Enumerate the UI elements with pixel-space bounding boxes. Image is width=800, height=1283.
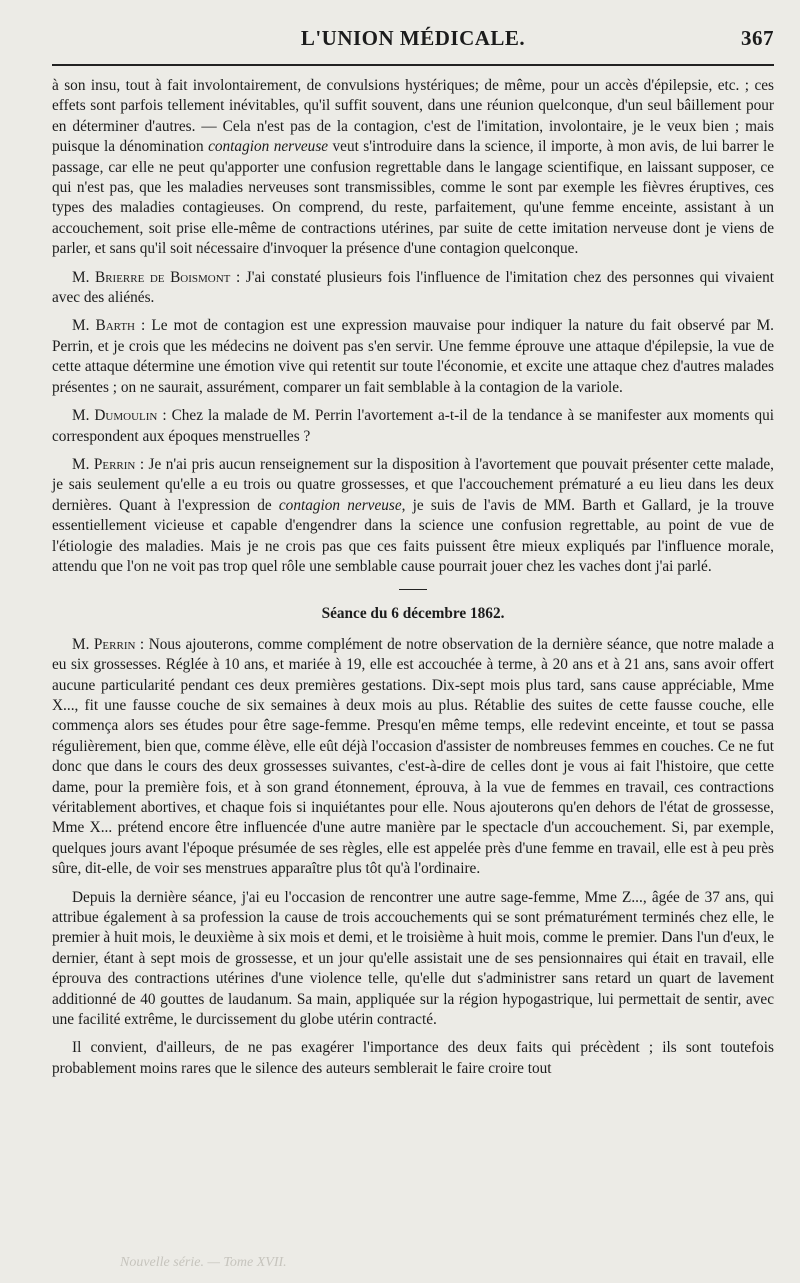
paragraph: M. Perrin : Je n'ai pris aucun renseignement sur la disposition à l'avortement que pouvait présenter cette malade, je sais seulement qu'elle a eu trois ou quatre grossesses, et que l'accouchement prématuré a eu lieu dans les deux dernières. Quant à l'expression de contagion nerveuse, je suis de l'avis de MM. Barth et Gallard, je la trouve essentiellement vicieuse et capable d'engendrer dans la science une confusion regrettable, au point de vue de l'étiologie des maladies. Mais je ne crois pas que ces faits puissent être mieux expliqués par l'influence morale, attendu que l'on ne voit pas trop quel rôle une semblable cause pourrait jouer chez les vaches dont j'ai parlé. — [52, 455, 775, 575]
paragraph: Depuis la dernière séance, j'ai eu l'occasion de rencontrer une autre sage-femme, Mme Z..., âgée de 37 ans, qui attribue également à sa profession la cause de trois accouchements qui se sont prématurément terminés chez elle, le premier à huit mois, le deuxième à six mois et demi, et le troisième à huit mois, comme le premier. Dans l'un d'eux, le dernier, étant à sept mois de grossesse, et un jour qu'elle assistait une de ses pensionnaires qui était en travail, elle éprouva des contractions utérines d'une violence telle, qu'elle dut s'administrer sans retard un quart de lavement additionné de 40 gouttes de laudanum. Sa main, appliquée sur la région hypogastrique, lui permettait de sentir, avec une facilité extrême, le durcissement du globe utérin contracté. — [52, 888, 774, 1029]
body-text — [52, 76, 774, 1079]
paragraph: Il convient, d'ailleurs, de ne pas exagérer l'importance des deux faits qui précèdent ; ils sont toutefois probablement moins rares que le silence des auteurs semblerait le faire croire tout — [52, 1039, 774, 1077]
journal-title: L'UNION MÉDICALE. — [300, 26, 526, 50]
paragraph: M. Dumoulin : Chez la malade de M. Perrin l'avortement a-t-il de la tendance à se manifester aux moments qui correspondent aux époques menstruelles ? — [52, 407, 775, 445]
speaker-name: M. Barth : — [72, 317, 146, 335]
running-header — [52, 26, 774, 52]
speaker-name: M. Dumoulin : — [72, 407, 167, 425]
speaker-name: M. Brierre de Boismont : — [72, 268, 241, 286]
paragraph: à son insu, tout à fait involontairement, de convulsions hystériques; de même, pour un accès d'épilepsie, etc. ; ces effets sont parfois tellement inévitables, qu'il suffit souvent, dans une réunion quelconque, d'un seul bâillement pour en déterminer d'autres. — Cela n'est pas de la contagion, c'est de l'imitation, involontaire, je le veux bien ; mais puisque la dénomination contagion nerveuse veut s'introduire dans la science, il importe, à mon avis, de lui barrer le passage, car elle ne peut qu'apporter une confusion regrettable dans le langage scientifique, en laissant supposer, ce qui n'est pas, que les maladies nerveuses sont transmissibles, comme le sont par exemple les fièvres éruptives, ces types des maladies contagieuses. On comprend, du reste, parfaitement, qu'une femme enceinte, assistant à un accouchement, soit prise elle-même de contractions utérines, par suite de cette imitation nerveuse dont je viens de parler, et sans qu'il soit nécessaire d'invoquer la présence d'une contagion quelconque. — [52, 77, 774, 258]
session-heading: Séance du 6 décembre 1862. — [321, 605, 505, 623]
paragraph: M. Brierre de Boismont : J'ai constaté plusieurs fois l'influence de l'imitation chez des personnes qui vivaient avec des aliénés. — [52, 268, 774, 307]
italic-term: contagion nerveuse — [278, 496, 402, 514]
paragraph: M. Barth : Le mot de contagion est une expression mauvaise pour indiquer la nature du fait observé par M. Perrin, et je crois que les médecins ne doivent pas s'en servir. Une femme éprouve une attaque d'épilepsie, la vue de cette attaque détermine une émotion vive qui retentit sur toute l'économie, et excite une attaque chez d'autres malades présentes ; on ne saurait, assurément, comparer un fait semblable à la contagion de la variole. — [52, 317, 774, 396]
speaker-name: M. Perrin : — [72, 455, 145, 473]
speaker-name: M. Perrin : — [72, 635, 145, 653]
page-number: 367 — [741, 26, 774, 50]
header-rule — [52, 64, 774, 66]
section-separator — [399, 589, 427, 590]
paragraph: M. Perrin : Nous ajouterons, comme complément de notre observation de la dernière séance, que notre malade a eu six grossesses. Réglée à 10 ans, et mariée à 19, elle est accouchée à terme, à 20 ans et à 21 ans, sans avoir offert aucune particularité pendant ces deux premières gestations. Dix-sept mois plus tard, sans cause appréciable, Mme X..., fit une fausse couche de six semaines à deux mois au plus. Rétablie des suites de cette fausse couche, elle commença alors ses études pour être sage-femme. Presqu'en même temps, elle redevint enceinte, et tout se passa régulièrement, bien que, comme élève, elle eût déjà l'occasion d'assister de nombreuses femmes en couches. Ce ne fut donc que dans le cours des deux grossesses suivantes, c'est-à-dire de celles dont je vous ai fait l'histoire, que cette dame, pour la première fois, et à son grand étonnement, éprouva, à la vue de femmes en travail, ces contractions véritablement abortives, et chaque fois si inquiétantes pour elle. Nous ajouterons qu'en dehors de l'état de grossesse, Mme X... prétend encore être influencée d'une autre manière par le spectacle d'un accouchement. Si, par exemple, quelques jours avant l'époque présumée de ses règles, elle est appelée près d'une femme en travail, elle est à peu près sûre, dit-elle, de voir ses menstrues apparaître plus tôt qu'à l'ordinaire. — [52, 635, 774, 878]
italic-term: contagion nerveuse — [208, 138, 329, 156]
footer-show-through: Nouvelle série. — Tome XVII. — [120, 1255, 287, 1270]
